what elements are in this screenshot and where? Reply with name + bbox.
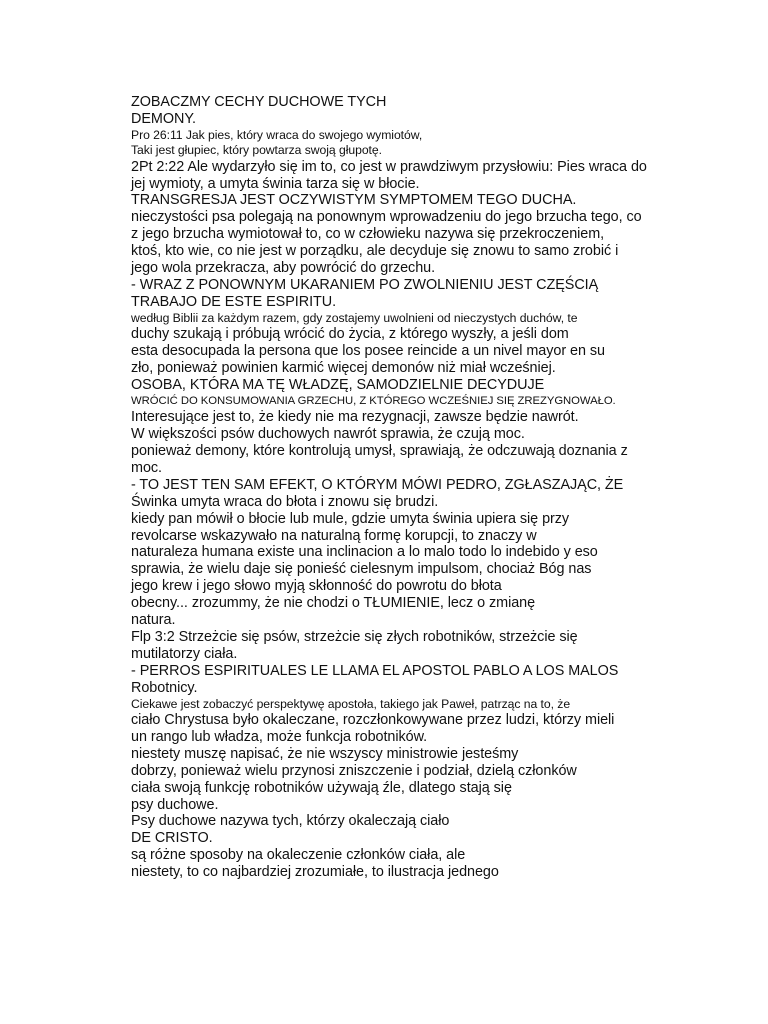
text-line: ponieważ demony, które kontrolują umysł, sprawiają, że odczuwają doznania z xyxy=(131,443,628,460)
text-line: Świnka umyta wraca do błota i znowu się brudzi. xyxy=(131,493,439,510)
text-line: - TO JEST TEN SAM EFEKT, O KTÓRYM MÓWI PEDRO, ZGŁASZAJĄC, ŻE xyxy=(131,476,624,493)
text-line: są różne sposoby na okaleczenie członków ciała, ale xyxy=(131,847,466,864)
text-line: Flp 3:2 Strzeżcie się psów, strzeżcie się złych robotników, strzeżcie się xyxy=(131,629,578,645)
text-line: TRABAJO DE ESTE ESPIRITU. xyxy=(131,293,337,310)
text-line: obecny... zrozummy, że nie chodzi o TŁUMIENIE, lecz o zmianę xyxy=(131,595,536,612)
text-line: jego krew i jego słowo myją skłonność do powrotu do błota xyxy=(131,578,502,595)
text-line: dobrzy, ponieważ wielu przynosi zniszczenie i podział, dzielą członków xyxy=(131,762,577,779)
text-line: zło, ponieważ powinien karmić więcej demonów niż miał wcześniej. xyxy=(131,360,556,376)
text-line: ciało Chrystusa było okaleczane, rozczłonkowywane przez ludzi, którzy mieli xyxy=(131,712,615,729)
text-line: psy duchowe. xyxy=(131,796,219,813)
text-line: ktoś, kto wie, co nie jest w porządku, ale decyduje się znowu to samo zrobić i xyxy=(131,243,619,260)
text-line: natura. xyxy=(131,612,176,629)
text-line: duchy szukają i próbują wrócić do życia, z którego wyszły, a jeśli dom xyxy=(131,326,569,343)
text-line: niestety muszę napisać, że nie wszyscy ministrowie jesteśmy xyxy=(131,745,519,762)
text-line: ciała swoją funkcję robotników używają źle, dlatego stają się xyxy=(131,779,512,796)
text-line: revolcarse wskazywało na naturalną formę korupcji, to znaczy w xyxy=(131,527,537,544)
text-line: W większości psów duchowych nawrót sprawia, że czują moc. xyxy=(131,426,525,443)
text-line: DE CRISTO. xyxy=(131,830,213,847)
text-line: według Biblii za każdym razem, gdy zostajemy uwolnieni od nieczystych duchów, te xyxy=(131,310,578,325)
text-line: mutilatorzy ciała. xyxy=(131,645,238,662)
text-line: moc. xyxy=(131,459,162,476)
text-line: kiedy pan mówił o błocie lub mule, gdzie umyta świnia upiera się przy xyxy=(131,510,570,527)
text-line: naturaleza humana existe una inclinacion a lo malo todo lo indebido y eso xyxy=(131,544,598,561)
text-line: jej wymioty, a umyta świnia tarza się w błocie. xyxy=(131,175,420,192)
text-line: sprawia, że wielu daje się ponieść cielesnym impulsom, chociaż Bóg nas xyxy=(131,561,592,578)
text-line: nieczystości psa polegają na ponownym wprowadzeniu do jego brzucha tego, co xyxy=(131,209,642,226)
text-line: DEMONY. xyxy=(131,110,196,127)
text-line: 2Pt 2:22 Ale wydarzyło się im to, co jest w prawdziwym przysłowiu: Pies wraca do xyxy=(131,158,647,175)
text-line: z jego brzucha wymiotował to, co w człowieku nazywa się przekroczeniem, xyxy=(131,226,605,243)
text-line: Psy duchowe nazywa tych, którzy okaleczają ciało xyxy=(131,813,450,830)
text-line: TRANSGRESJA JEST OCZYWISTYM SYMPTOMEM TEGO DUCHA. xyxy=(131,192,577,209)
text-line: esta desocupada la persona que los posee reincide a un nivel mayor en su xyxy=(131,343,606,360)
text-line: Interesujące jest to, że kiedy nie ma rezygnacji, zawsze będzie nawrót. xyxy=(131,409,579,426)
text-line: Ciekawe jest zobaczyć perspektywę apostoła, takiego jak Paweł, patrząc na to, że xyxy=(131,696,571,711)
text-line: Taki jest głupiec, który powtarza swoją głupotę. xyxy=(131,143,382,158)
text-line: niestety, to co najbardziej zrozumiałe, to ilustracja jednego xyxy=(131,864,499,881)
text-line: Pro 26:11 Jak pies, który wraca do swojego wymiotów, xyxy=(131,127,423,142)
text-line: ZOBACZMY CECHY DUCHOWE TYCH xyxy=(131,94,387,110)
text-line: jego wola przekracza, aby powrócić do grzechu. xyxy=(131,260,436,277)
text-line: Robotnicy. xyxy=(131,679,198,696)
text-line: - PERROS ESPIRITUALES LE LLAMA EL APOSTOL PABLO A LOS MALOS xyxy=(131,662,619,679)
text-line: OSOBA, KTÓRA MA TĘ WŁADZĘ, SAMODZIELNIE DECYDUJE xyxy=(131,376,545,393)
text-line: un rango lub władza, może funkcja robotników. xyxy=(131,728,428,745)
text-line: WRÓCIĆ DO KONSUMOWANIA GRZECHU, Z KTÓREGO WCZEŚNIEJ SIĘ ZREZYGNOWAŁO. xyxy=(131,394,616,407)
document-page xyxy=(131,94,731,881)
text-line: - WRAZ Z PONOWNYM UKARANIEM PO ZWOLNIENIU JEST CZĘŚCIĄ xyxy=(131,276,599,293)
